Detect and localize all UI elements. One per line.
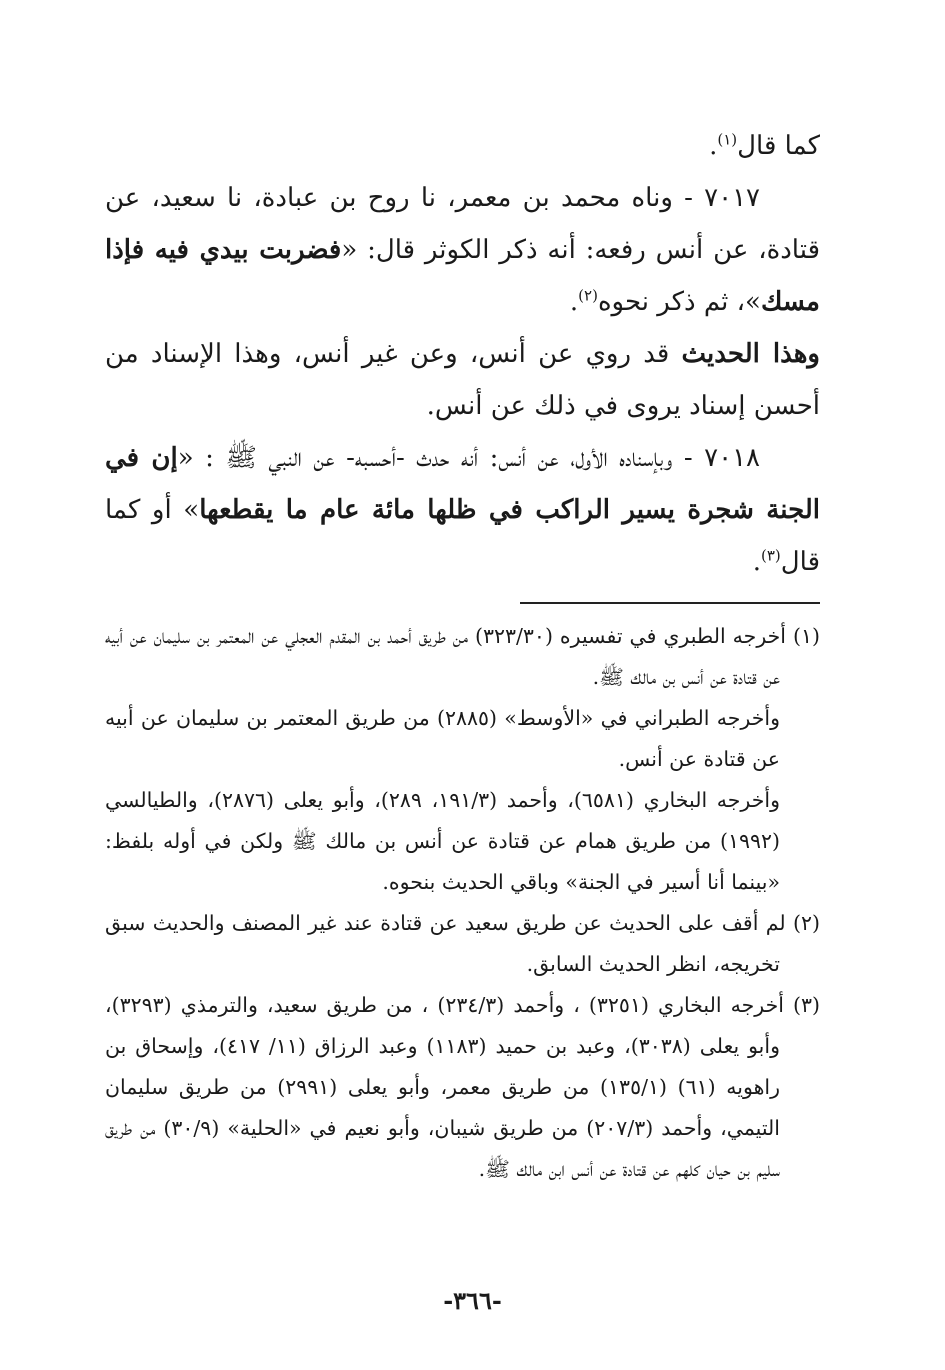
footnote-ref: (١) (717, 130, 738, 149)
text: كما قال (737, 131, 820, 161)
main-text (105, 120, 820, 588)
text: » أو كما قال (105, 495, 820, 577)
text: - وناه محمد بن معمر، نا روح بن عبادة، نا سعيد، عن قتادة، عن أنس رفعه: أنه ذكر الكوثر قال: « (105, 183, 821, 265)
footnote-2: (٢) لم أقف على الحديث عن طريق سعيد عن قتادة عند غير المصنف والحديث سبق تخريجه، انظر الحديث السابق. (105, 911, 820, 976)
footnote-separator (520, 602, 820, 604)
paragraph-1 (105, 120, 820, 172)
hadith-number: ٧٠١٨ (704, 443, 761, 473)
hadith-text-bold: إن في الجنة شجرة يسير الراكب في ظلها مائة عام ما يقطعها (105, 443, 820, 525)
page-number: -٣٦٦- (443, 1286, 502, 1315)
text: »، ثم ذكر نحوه (597, 287, 761, 317)
footnotes (105, 616, 820, 1190)
footnote-1-continued: وأخرجه الطبراني في «الأوسط» (٢٨٨٥) من طريق المعتمر بن سليمان عن أبيه عن قتادة عن أنس. (105, 706, 780, 771)
hadith-text-bold: فضربت بيدي فيه فإذا مسك (105, 235, 820, 317)
footnote-ref: (٢) (578, 286, 598, 305)
text: قد روي عن أنس، وعن غير أنس، وهذا الإسناد من أحسن إسناد يروى في ذلك عن أنس. (105, 339, 820, 421)
footnote-1: (١) أخرجه الطبري في تفسيره (٣٢٣/٣٠) من طريق أحمد بن المقدم العجلي عن المعتمر بن سليمان عن أبيه عن قتادة عن أنس بن مالك ﷺ. (105, 624, 820, 689)
footnote-3: (٣) أخرجه البخاري (٣٢٥١) ، وأحمد (٢٣٤/٣) ، من طريق سعيد، والترمذي (٣٢٩٣)، وأبو يعلى (٣٠٣٨)، وعبد بن حميد (١١٨٣) وعبد الرزاق (١١/ ٤١٧)، وإسحاق بن راهويه (٦١) (١٣٥/١) من طريق معمر، وأبو يعلى (٢٩٩١) من طريق سليمان التيمي، وأحمد (٢٠٧/٣) من طريق شيبان، وأبو نعيم في «الحلية» (٣٠/٩) من طريق سليم بن حيان كلهم عن قتادة عن أنس ابن مالك ﷺ. (105, 993, 820, 1181)
text: - وبإسناده الأول، عن أنس: أنه حدث -أحسبه- عن النبي ﷺ : « (177, 443, 705, 473)
hadith-number: ٧٠١٧ (704, 183, 760, 213)
footnote-1-continued: وأخرجه البخاري (٦٥٨١)، وأحمد (١٩١/٣، ٢٨٩)، وأبو يعلى (٢٨٧٦)، والطيالسي (١٩٩٢) من طريق همام عن قتادة عن أنس بن مالك ﷺ ولكن في أوله بلفظ: «بينما أنا أسير في الجنة» وباقي الحديث بنحوه. (105, 788, 781, 894)
text: . (752, 547, 761, 577)
hadith-7018 (105, 432, 820, 588)
bold-lead: وهذا الحديث (681, 339, 820, 369)
text: . (569, 287, 579, 317)
hadith-7017 (105, 172, 820, 328)
text: . (709, 131, 718, 161)
paragraph-commentary (105, 328, 820, 432)
footnote-ref: (٣) (760, 546, 781, 565)
